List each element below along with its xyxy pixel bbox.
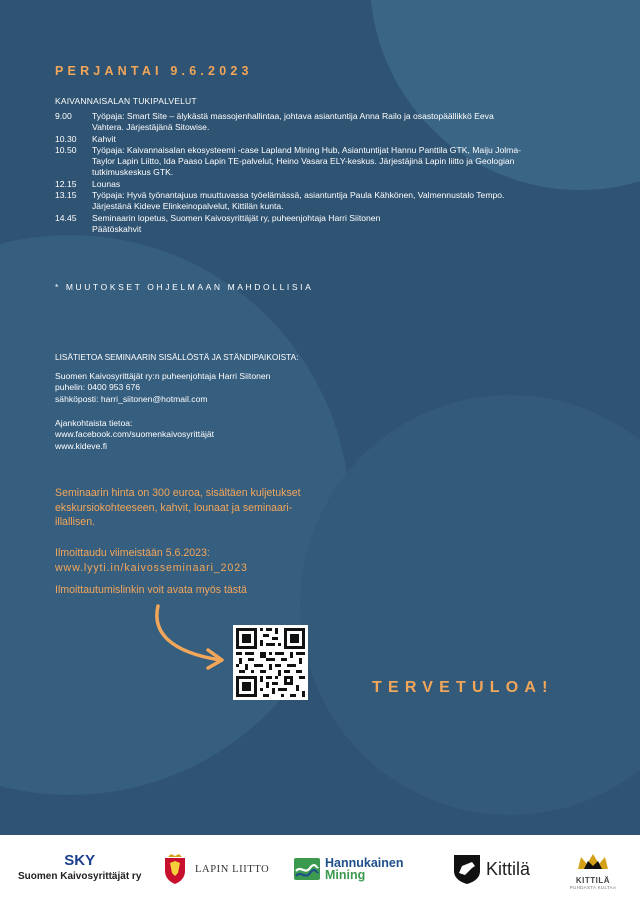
arrow-icon bbox=[150, 602, 230, 672]
schedule-text: Työpaja: Hyvä työnantajuus muuttuvassa työelämässä, asiantuntija Paula Kähkönen, Valmennustalo Tempo. Järjestänä Kideve Elinkeinopalvelut, Kittilän kunta. bbox=[92, 190, 505, 212]
price-text: Seminaarin hinta on 300 euroa, sisältäen kuljetukset ekskursiokohteeseen, kahvit, lounaat ja seminaari-illallisen. bbox=[55, 487, 301, 529]
puhdasta-kultaa-text: PUHDASTA KULTAA bbox=[569, 885, 617, 890]
schedule-time bbox=[55, 224, 92, 235]
schedule-text: Työpaja: Kaivannaisalan ekosysteemi -case Lapland Mining Hub, Asiantuntijat Hannu Panttila GTK, Maiju Jolma-Taylor Lapin Liitto, Ida Paaso Lapin TE-palvelut, Heino Vasara ELY-keskus. Järjestäjinä Lapin liitto ja Geologian tutkimuskeskus GTK. bbox=[92, 144, 521, 178]
qr-code[interactable] bbox=[233, 625, 308, 700]
sky-logo bbox=[18, 852, 141, 882]
gold-crown-icon bbox=[576, 851, 610, 871]
schedule-row bbox=[55, 190, 525, 213]
info-heading: LISÄTIETOA SEMINAARIN SISÄLLÖSTÄ JA STÄNDIPAIKOISTA: bbox=[55, 352, 299, 362]
registration-link-text: Ilmoittautumislinkin voit avata myös tästä bbox=[55, 584, 247, 596]
hannukainen-mining-logo bbox=[293, 855, 404, 883]
registration-info bbox=[55, 546, 248, 575]
schedule-row bbox=[55, 111, 525, 134]
kittila-shield-icon bbox=[452, 853, 482, 885]
lapin-liitto-logo bbox=[163, 853, 269, 885]
contact-phone: puhelin: 0400 953 676 bbox=[55, 382, 141, 393]
schedule-time: 9.00 bbox=[55, 111, 72, 121]
schedule-time: 12.15 bbox=[55, 178, 77, 189]
schedule-time: 14.45 bbox=[55, 212, 77, 223]
hannukainen-mark-icon bbox=[293, 855, 321, 883]
hannukainen-name: Hannukainen bbox=[325, 856, 404, 870]
schedule-time: 13.15 bbox=[55, 190, 77, 201]
schedule-row bbox=[55, 224, 525, 235]
schedule-time: 10.30 bbox=[55, 133, 77, 144]
schedule-text: Työpaja: Smart Site – älykästä massojenhallintaa, johtava asiantuntija Anna Railo ja osastopäällikkö Eeva Vahtera. Järjestäjänä Sitowise. bbox=[92, 111, 494, 133]
schedule-text: Päätöskahvit bbox=[92, 223, 142, 234]
coat-of-arms-icon bbox=[163, 853, 187, 885]
schedule-row bbox=[55, 213, 525, 224]
section-heading: KAIVANNAISALAN TUKIPALVELUT bbox=[55, 96, 197, 106]
schedule-row bbox=[55, 179, 525, 190]
kittila-name: Kittilä bbox=[486, 858, 531, 879]
registration-url[interactable]: www.lyyti.in/kaivosseminaari_2023 bbox=[55, 561, 248, 574]
schedule-text: Seminaarin lopetus, Suomen Kaivosyrittäjät ry, puheenjohtaja Harri Siitonen bbox=[92, 212, 381, 223]
contact-email: sähköposti: harri_siitonen@hotmail.com bbox=[55, 393, 208, 404]
facebook-link[interactable]: www.facebook.com/suomenkaivosyrittäjät bbox=[55, 429, 215, 440]
schedule-time: 10.50 bbox=[55, 144, 77, 155]
kittila-logo bbox=[452, 853, 530, 885]
schedule-text: Kahvit bbox=[92, 133, 116, 144]
current-info bbox=[55, 418, 214, 452]
footer-logos bbox=[0, 835, 640, 905]
mining-name: Mining bbox=[325, 868, 366, 882]
schedule-list bbox=[55, 111, 525, 235]
contact-org: Suomen Kaivosyrittäjät ry:n puheenjohtaja Harri Siitonen bbox=[55, 371, 271, 381]
schedule-row bbox=[55, 134, 525, 145]
lapin-liitto-name: LAPIN LIITTO bbox=[195, 863, 270, 875]
current-label: Ajankohtaista tietoa: bbox=[55, 418, 133, 428]
schedule-text: Lounas bbox=[92, 178, 121, 189]
website-link[interactable]: www.kideve.fi bbox=[55, 440, 108, 451]
day-title: PERJANTAI 9.6.2023 bbox=[55, 64, 253, 78]
changes-note: * MUUTOKSET OHJELMAAN MAHDOLLISIA bbox=[55, 282, 314, 292]
schedule-row bbox=[55, 145, 525, 179]
registration-deadline: Ilmoittaudu viimeistään 5.6.2023: bbox=[55, 547, 210, 559]
sky-logo-name: Suomen Kaivosyrittäjät ry bbox=[18, 871, 142, 882]
kittila-puhdasta-kultaa-logo bbox=[568, 851, 618, 890]
sky-logo-abbr: SKY bbox=[64, 852, 96, 869]
kittila-gold-name: KITTILÄ bbox=[575, 876, 611, 885]
welcome-text: TERVETULOA! bbox=[372, 679, 554, 696]
contact-info bbox=[55, 371, 270, 405]
